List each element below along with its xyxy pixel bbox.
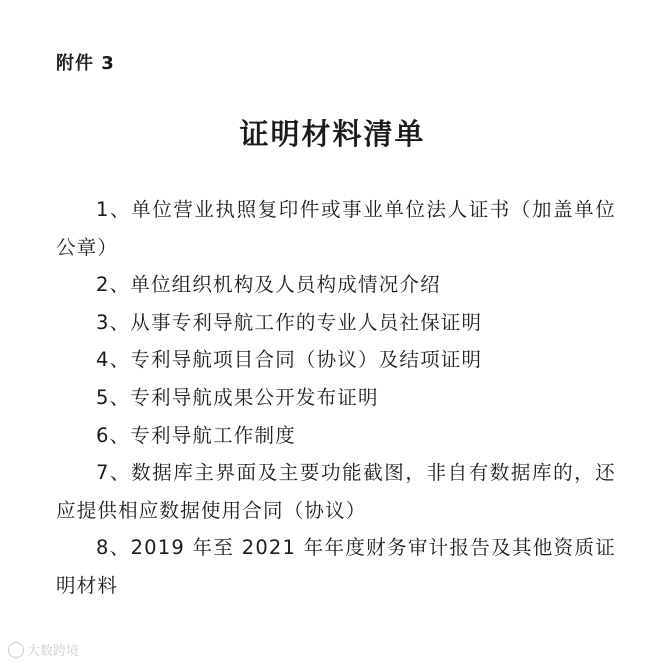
list-item: 5、专利导航成果公开发布证明 [96,385,379,409]
list-item: 1、单位营业执照复印件或事业单位法人证书（加盖单位公章） [56,198,616,259]
list-item: 3、从事专利导航工作的专业人员社保证明 [96,310,483,334]
logo-icon [8,642,24,658]
attachment-label: 附件 3 [56,53,115,74]
list-item: 2、单位组织机构及人员构成情况介绍 [96,273,441,297]
list-item: 6、专利导航工作制度 [96,423,296,447]
watermark-text: 大数跨境 [27,644,80,659]
list-item: 7、数据库主界面及主要功能截图，非自有数据库的，还应提供相应数据使用合同（协议） [56,461,616,522]
list-item: 8、2019 年至 2021 年年度财务审计报告及其他资质证明材料 [56,536,616,597]
document-title: 证明材料清单 [239,117,426,151]
list-item: 4、专利导航项目合同（协议）及结项证明 [96,348,483,372]
materials-list [56,191,616,605]
watermark [8,640,79,659]
